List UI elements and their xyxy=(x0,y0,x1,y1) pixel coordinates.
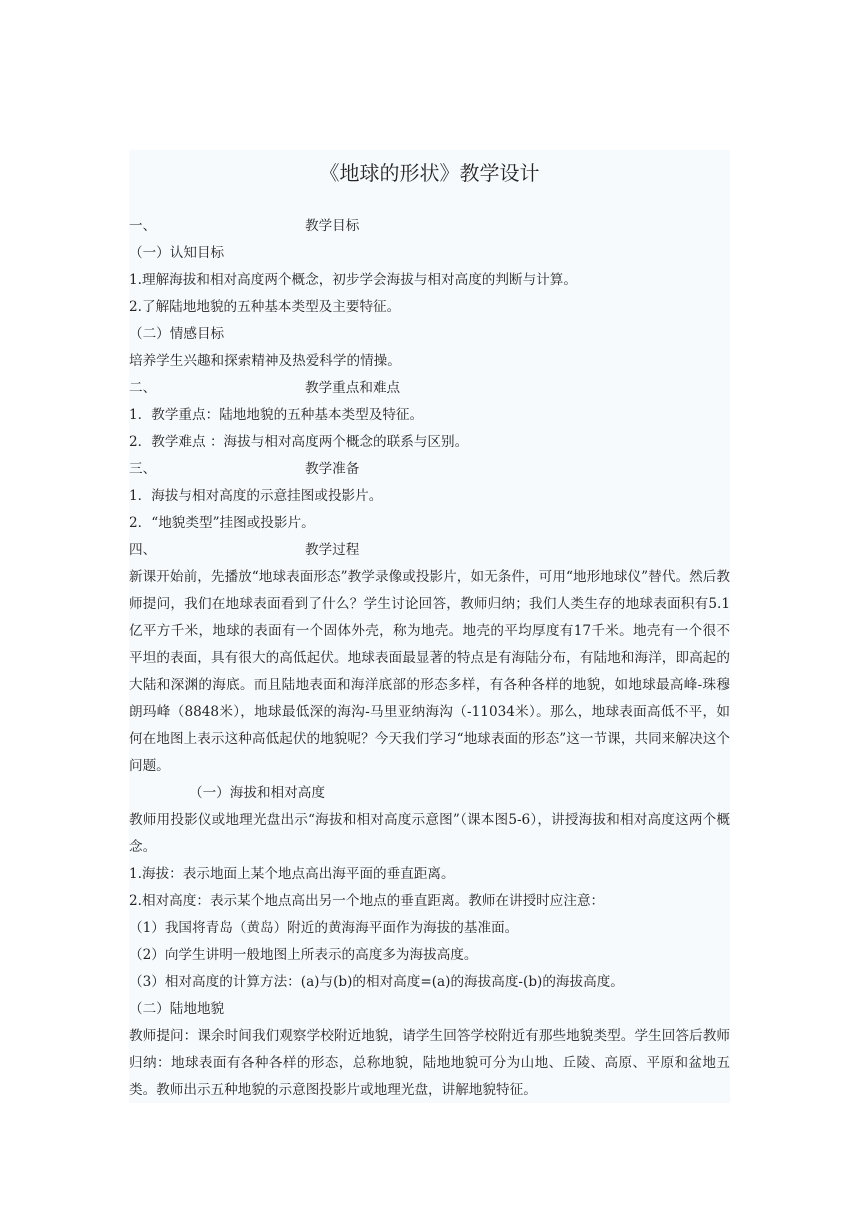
section-number: 三、 xyxy=(129,461,157,477)
section-title: 教学过程 xyxy=(305,542,360,558)
list-item: （1）我国将青岛（黄岛）附近的黄海海平面作为海拔的基准面。 xyxy=(129,920,519,936)
list-item: 1．教学重点：陆地地貌的五种基本类型及特征。 xyxy=(129,407,424,423)
list-item: 培养学生兴趣和探索精神及热爱科学的情操。 xyxy=(129,353,401,369)
list-item: （3）相对高度的计算方法：(a)与(b)的相对高度=(a)的海拔高度-(b)的海拔高度。 xyxy=(129,974,624,990)
subheading-cognitive-goals: （一）认知目标 xyxy=(129,245,225,261)
section-number: 二、 xyxy=(129,380,157,396)
list-item: 1．海拔与相对高度的示意挂图或投影片。 xyxy=(129,488,383,504)
list-item: 2．“地貌类型”挂图或投影片。 xyxy=(129,515,315,531)
subheading-landforms: （二）陆地地貌 xyxy=(129,1001,225,1017)
section-number: 四、 xyxy=(129,542,157,558)
list-item: 2．教学难点 ：海拔与相对高度两个概念的联系与区别。 xyxy=(129,434,469,450)
section-title: 教学准备 xyxy=(305,461,360,477)
list-item: 2.了解陆地地貌的五种基本类型及主要特征。 xyxy=(129,299,401,315)
list-item: 2.相对高度：表示某个地点高出另一个地点的垂直距离。教师在讲授时应注意： xyxy=(129,893,605,909)
paragraph-landforms: 教师提问：课余时间我们观察学校附近地貌，请学生回答学校附近有那些地貌类型。学生回答后教师归纳：地球表面有各种各样的形态，总称地貌，陆地地貌可分为山地、丘陵、高原、平原和盆地五类。教师出示五种地貌的示意图投影片或地理光盘，讲解地貌特征。 xyxy=(129,1028,730,1098)
list-item: 1.海拔：表示地面上某个地点高出海平面的垂直距离。 xyxy=(129,866,455,882)
list-item: （2）向学生讲明一般地图上所表示的高度多为海拔高度。 xyxy=(129,947,478,963)
document-page xyxy=(129,150,730,1103)
subheading-emotional-goals: （二）情感目标 xyxy=(129,326,225,342)
paragraph-altitude: 教师用投影仪或地理光盘出示“海拔和相对高度示意图”（课本图5-6），讲授海拔和相对高度这两个概念。 xyxy=(129,812,730,855)
paragraph-introduction: 新课开始前，先播放“地球表面形态”教学录像或投影片，如无条件，可用“地形地球仪”替代。然后教师提问，我们在地球表面看到了什么？学生讨论回答，教师归纳；我们人类生存的地球表面积有5.1亿平方千米，地球的表面有一个固体外壳，称为地壳。地壳的平均厚度有17千米。地壳有一个很不平坦的表面，具有很大的高低起伏。地球表面最显著的特点是有海陆分布，有陆地和海洋，即高起的大陆和深渊的海底。而且陆地表面和海洋底部的形态多样，有各种各样的地貌，如地球最高峰-珠穆朗玛峰（8848米），地球最低深的海沟-马里亚纳海沟（-11034米）。那么，地球表面高低不平，如何在地图上表示这种高低起伏的地貌呢？今天我们学习“地球表面的形态”这一节课，共同来解决这个问题。 xyxy=(129,569,730,774)
section-number: 一、 xyxy=(129,218,157,234)
section-title: 教学目标 xyxy=(305,218,360,234)
list-item: 1.理解海拔和相对高度两个概念，初步学会海拔与相对高度的判断与计算。 xyxy=(129,272,577,288)
document-title: 《地球的形状》教学设计 xyxy=(319,161,540,185)
subheading-altitude: （一）海拔和相对高度 xyxy=(189,785,325,801)
section-title: 教学重点和难点 xyxy=(305,380,401,396)
